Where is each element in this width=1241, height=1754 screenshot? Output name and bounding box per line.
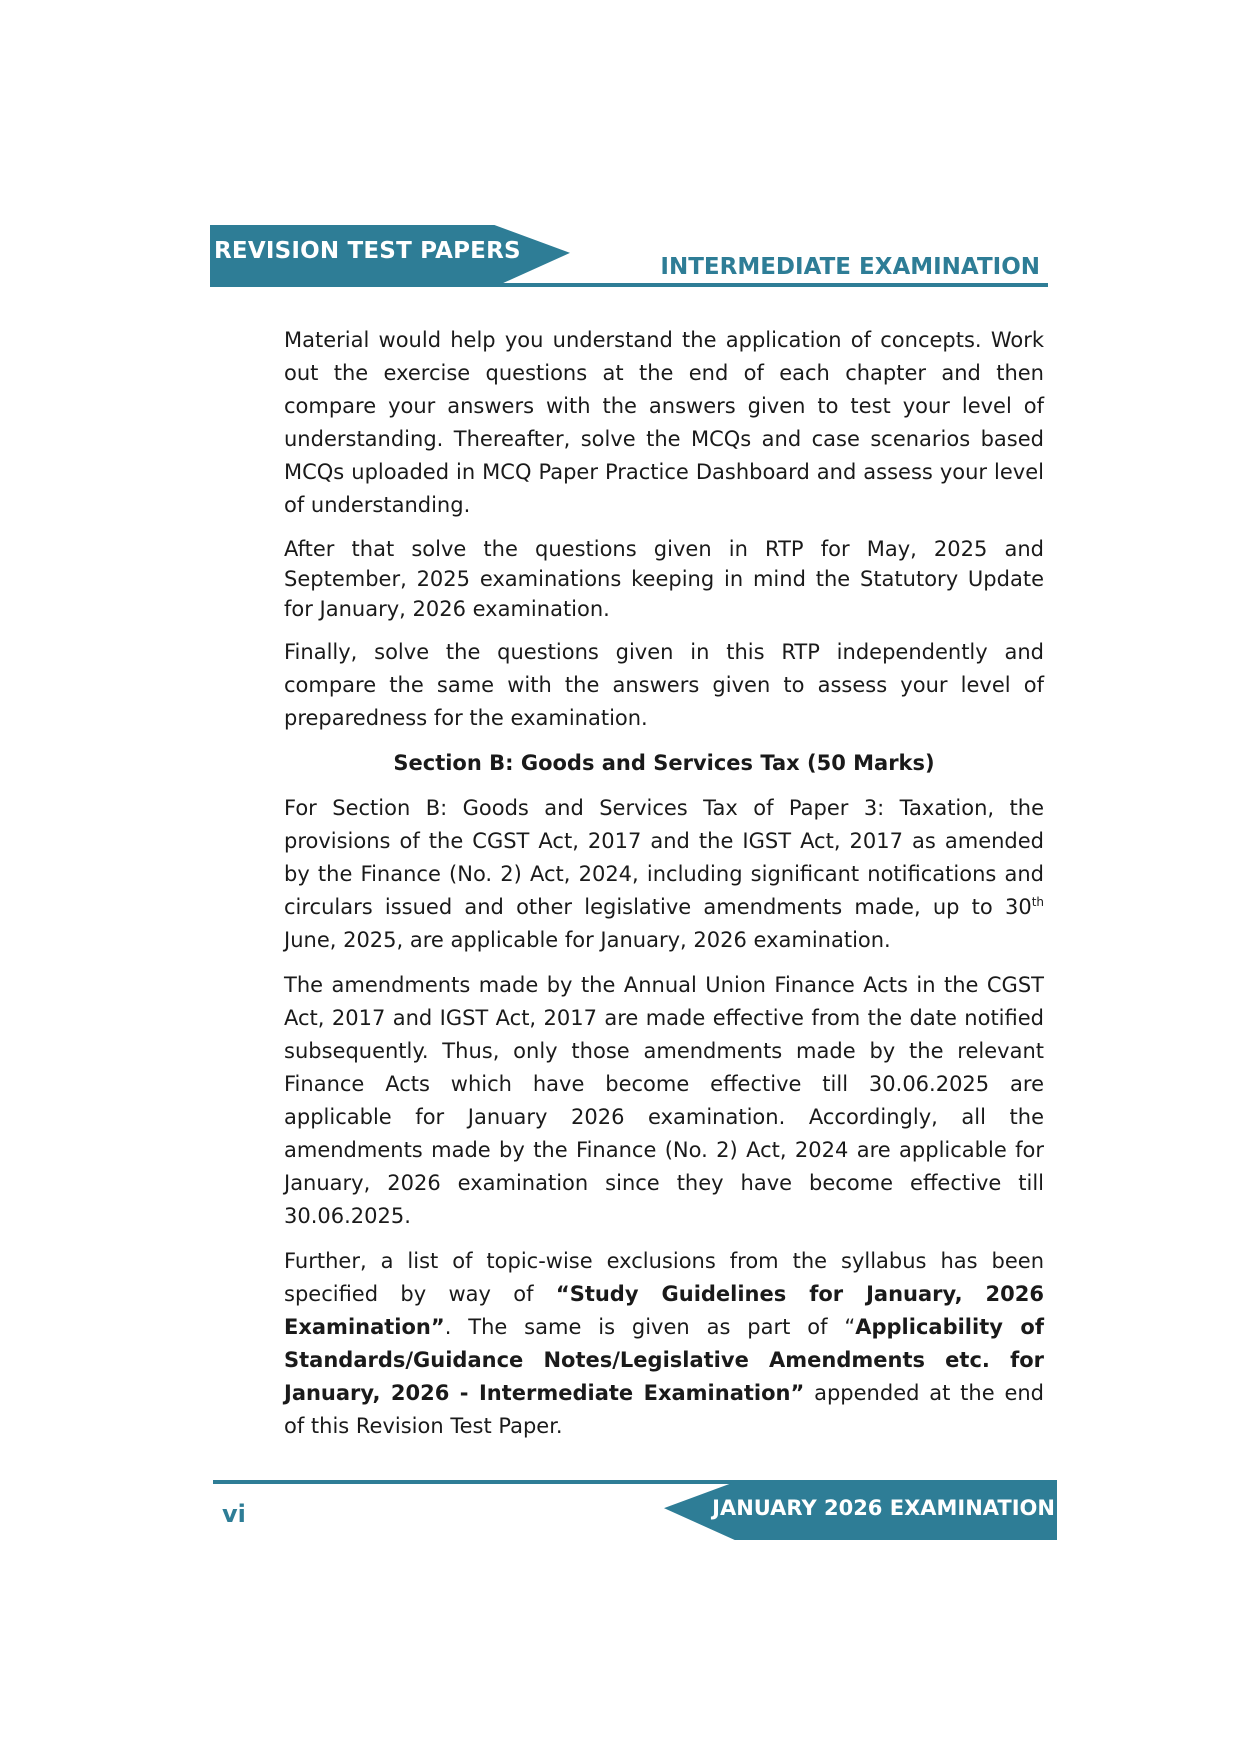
paragraph-study-material: Material would help you understand the application of concepts. Work out the exercise questions at the end of each chapter and then compare your answers with the answers given to test your level of understanding. Thereafter, solve the MCQs and case scenarios based MCQs uploaded in MCQ Paper Practice Dashboard and assess your level of understanding. xyxy=(284,328,1044,517)
paragraph-final-practice: Finally, solve the questions given in this RTP independently and compare the same with the answers given to assess your level of preparedness for the examination. xyxy=(284,640,1044,730)
header-rule xyxy=(210,283,1048,287)
paragraph-exclusions xyxy=(284,1245,1044,1443)
header-banner-label: REVISION TEST PAPERS xyxy=(214,238,521,264)
page-body xyxy=(284,324,1044,1455)
gst-text-end: June, 2025, are applicable for January, 2026 examination. xyxy=(284,928,891,952)
paragraph-rtp-previous: After that solve the questions given in RTP for May, 2025 and September, 2025 examinations keeping in mind the Statutory Update for January, 2026 examination. xyxy=(284,537,1044,621)
study-guidelines-title: “Study Guidelines for January, 2026 Examination” xyxy=(284,1282,1044,1339)
page-number: vi xyxy=(222,1500,246,1528)
exclusions-text-1: Further, a list of topic-wise exclusions from the syllabus has been specified by way of xyxy=(284,1249,1044,1306)
section-heading: Section B: Goods and Services Tax (50 Marks) xyxy=(393,751,935,775)
paragraph-gst-applicability xyxy=(284,792,1044,957)
paragraph-amendments: The amendments made by the Annual Union Finance Acts in the CGST Act, 2017 and IGST Act, 2017 are made effective from the date notified subsequently. Thus, only those amendments made by the relevant Finance Acts which have become effective till 30.06.2025 are applicable for January 2026 examination. Accordingly, all the amendments made by the Finance (No. 2) Act, 2024 are applicable for January, 2026 examination since they have become effective till 30.06.2025. xyxy=(284,973,1044,1228)
gst-text-start: For Section B: Goods and Services Tax of Paper 3: Taxation, the provisions of the CGST Act, 2017 and the IGST Act, 2017 as amended by the Finance (No. 2) Act, 2024, including significant notifications and circulars issued and other legislative amendments made, up to 30 xyxy=(284,796,1044,919)
header-exam-label: INTERMEDIATE EXAMINATION xyxy=(660,254,1040,280)
exclusions-text-2: . The same is given as part of “ xyxy=(444,1315,856,1339)
applicability-title: Applicability of Standards/Guidance Notes/Legislative Amendments etc. for January, 2026 - Intermediate Examination” xyxy=(284,1315,1044,1405)
ordinal-suffix: th xyxy=(1031,895,1044,909)
footer-exam-session: JANUARY 2026 EXAMINATION xyxy=(712,1496,1055,1520)
exclusions-text-3: appended at the end of this Revision Test Paper. xyxy=(284,1381,1045,1438)
